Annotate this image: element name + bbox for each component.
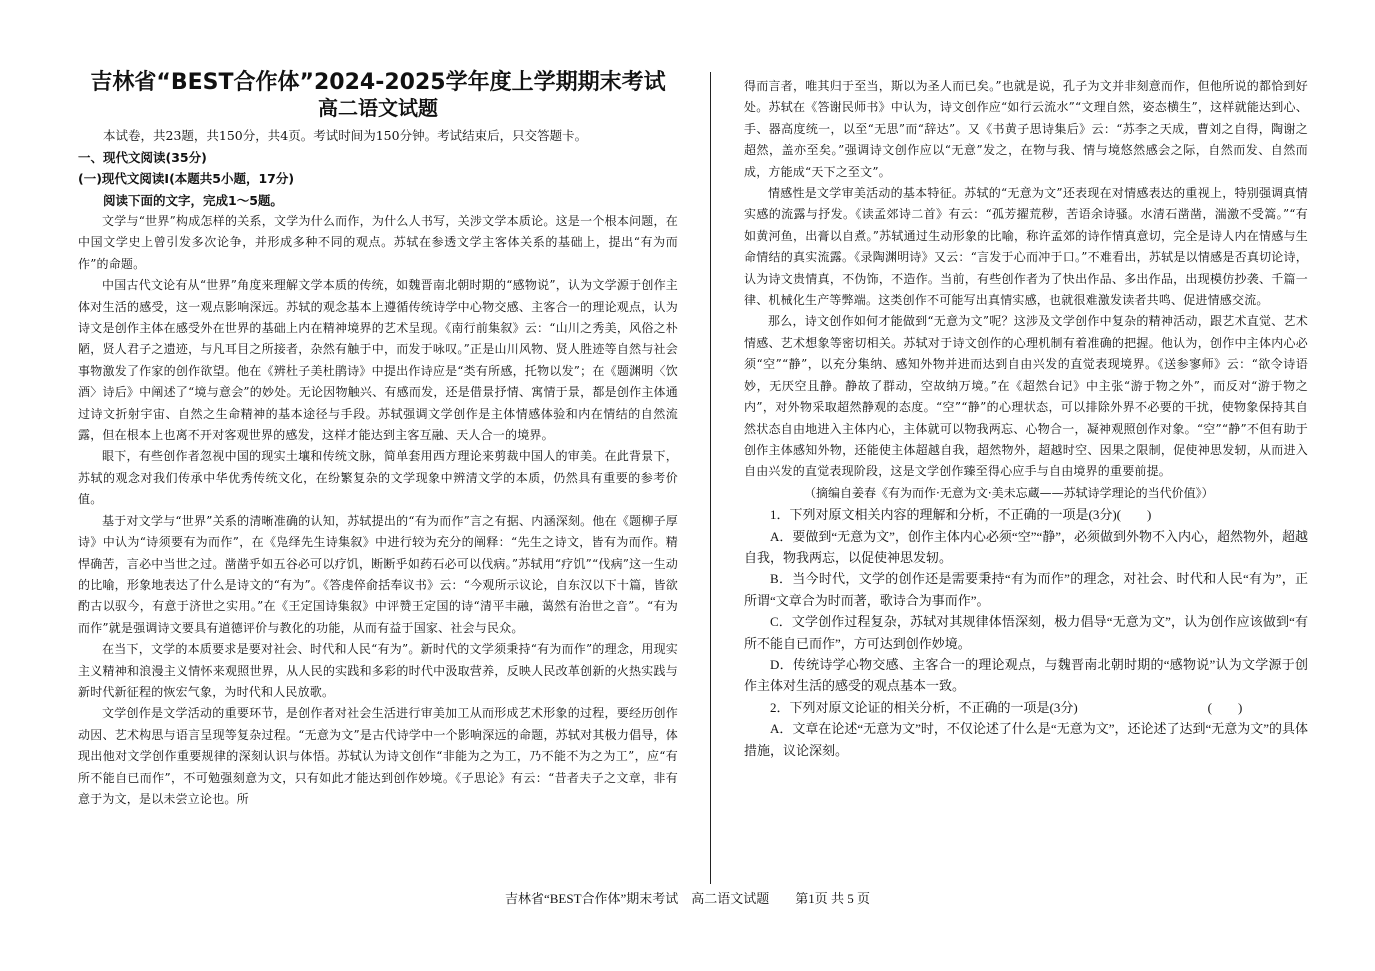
question-stem: 2．下列对原文论证的相关分析，不正确的一项是(3分) ( ) [770, 699, 1243, 715]
source-citation: （摘编自姜春《有为而作·无意为文·美未忘蔵——苏轼诗学理论的当代价值》） [804, 485, 1214, 500]
paragraph: 那么，诗文创作如何才能做到“无意为文”呢？这涉及文学创作中复杂的精神活动，跟艺术直觉、艺术情感、艺术想象等密切相关。苏轼对于诗文创作的心理机制有着准确的把握。他认为，创作中主体内心必须“空”“静”，以充分集纳、感知外物并进而达到自由兴发的直觉表现境界。《送参寥师》云：“欲令诗语妙，无厌空且静。静故了群动，空故纳万境。”在《超然台记》中主张“游于物之外”，而反对“游于物之内”，对外物采取超然静观的态度。“空”“静”的心理状态，可以排除外界不必要的干扰，使物象保持其自然状态自由地进入主体内心，主体就可以物我两忘、心物合一，凝神观照创作对象。“空”“静”不但有助于创作主体感知外物，还能使主体超越自我，超然物外，超越时空、因果之限制，促使神思发轫，从而进入自由兴发的直觉表现阶段，这是文学创作臻至得心应手与自由境界的重要前提。 [744, 314, 1308, 479]
exam-subtitle: 高二语文试题 [318, 96, 438, 120]
exam-intro: 本试卷，共23题，共150分，共4页。考试时间为150分钟。考试结束后，只交答题卡。 [103, 128, 588, 143]
paragraph: 得而言者，唯其归于至当，斯以为圣人而已矣。”也就是说，孔子为文并非刻意而作，但他所说的都恰到好处。苏轼在《答谢民师书》中认为，诗文创作应“如行云流水”“文理自然，姿态横生”，这样就能达到心、手、器高度统一，以至“无思”而“辞达”。又《书黄子思诗集后》云：“苏李之天成，曹刘之自得，陶谢之超然，盖亦至矣。”强调诗文创作应以“无意”发之，在物与我、情与境悠然感会之际，自然而发、自然而成，方能成“天下之至文”。 [744, 79, 1308, 179]
answer-option: D．传统诗学心物交感、主客合一的理论观点，与魏晋南北朝时期的“感物说”认为文学源于创作主体对生活的感受的观点基本一致。 [744, 656, 1308, 694]
paragraph: 文学创作是文学活动的重要环节，是创作者对社会生活进行审美加工从而形成艺术形象的过程，要经历创作动因、艺术构思与语言呈现等复杂过程。“无意为文”是古代诗学中一个影响深远的命题，苏轼对其极力倡导，体现出他对文学创作重要规律的深刻认识与体悟。苏轼认为诗文创作“非能为之为工，乃不能不为之为工”，应“有所不能自已而作”，不可勉强刻意为文，只有如此才能达到创作妙境。《子思论》有云：“昔者夫子之文章，非有意于为文，是以未尝立论也。所 [78, 706, 678, 806]
right-column [744, 76, 1308, 761]
answer-option: A．要做到“无意为文”，创作主体内心必须“空”“静”，必须做到外物不入内心，超然物外，超越自我，物我两忘，以促使神思发轫。 [744, 528, 1309, 565]
answer-option: C．文学创作过程复杂，苏轼对其规律体悟深刻，极力倡导“无意为文”，认为创作应该做到“有所不能自已而作”，方可达到创作妙境。 [744, 614, 1308, 651]
paragraph: 文学与“世界”构成怎样的关系，文学为什么而作，为什么人书写，关涉文学本质论。这是一个根本问题，在中国文学史上曾引发多次论争，并形成多种不同的观点。苏轼在参透文学主客体关系的基础上，提出“有为而作”的命题。 [78, 214, 678, 271]
answer-option: A．文章在论述“无意为文”时，不仅论述了什么是“无意为文”，还论述了达到“无意为文”的具体措施，议论深刻。 [744, 721, 1309, 758]
paragraph: 基于对文学与“世界”关系的清晰准确的认知，苏轼提出的“有为而作”言之有据、内涵深刻。他在《题柳子厚诗》中认为“诗须要有为而作”，在《凫绎先生诗集叙》中进行较为充分的阐释：“先生之诗文，皆有为而作。精悍确苦，言必中当世之过。凿凿乎如五谷必可以疗饥，断断乎如药石必可以伐病。”苏轼用“疗饥”“伐病”这一生动的比喻，形象地表达了什么是诗文的“有为”。《答虔倅俞括奉议书》云：“今观所示议论，自东汉以下十篇，皆欲酌古以驭今，有意于济世之实用。”在《王定国诗集叙》中评赞王定国的诗“清平丰融，蔼然有治世之音”。“有为而作”就是强调诗文要具有道德评价与教化的功能，从而有益于国家、社会与民众。 [78, 513, 678, 635]
paragraph: 中国古代文论有从“世界”角度来理解文学本质的传统，如魏晋南北朝时期的“感物说”，认为文学源于创作主体对生活的感受，这一观点影响深远。苏轼的观念基本上遵循传统诗学中心物交感、主客合一的理论观点，认为诗文是创作主体在感受外在世界的基础上内在精神境界的艺术呈现。《南行前集叙》云：“山川之秀美，风俗之朴陋，贤人君子之遗迹，与凡耳目之所接者，杂然有触于中，而发于咏叹。”正是山川风物、贤人胜迹等自然与社会事物激发了作家的创作欲望。他在《辨杜子美杜鹃诗》中提出作诗应是“类有所感，托物以发”；在《题渊明〈饮酒〉诗后》中阐述了“境与意会”的妙处。无论因物触兴、有感而发，还是借景抒情、寓情于景，都是创作主体通过诗文折射宇宙、自然之生命精神的基本途径与手段。苏轼强调文学创作是主体情感体验和内在情结的自然流露，但在根本上也离不开对客观世界的感发，这样才能达到主客互融、天人合一的境界。 [78, 278, 678, 443]
reading-instruction: 阅读下面的文字，完成1～5题。 [103, 192, 283, 208]
page-footer: 吉林省“BEST合作体”期末考试 高二语文试题 第1页 共 5 页 [504, 891, 871, 906]
paragraph: 眼下，有些创作者忽视中国的现实土壤和传统文脉，简单套用西方理论来剪裁中国人的审美。在此背景下，苏轼的观念对我们传承中华优秀传统文化，在纷繁复杂的文学现象中辨清文学的本质，仍然具有重要的参考价值。 [78, 449, 678, 507]
paragraph: 在当下，文学的本质要求是要对社会、时代和人民“有为”。新时代的文学须秉持“有为而作”的理念，用现实主义精神和浪漫主义情怀来观照世界，从人民的实践和多彩的时代中汲取营养，反映人民改革创新的火热实践与新时代新征程的恢宏气象，为时代和人民放歌。 [78, 642, 678, 699]
exam-title: 吉林省“BEST合作体”2024-2025学年度上学期期末考试 [90, 70, 666, 95]
column-divider [710, 72, 711, 884]
subsection-heading: (一)现代文阅读Ⅰ(本题共5小题，17分) [78, 171, 295, 186]
question-stem: 1．下列对原文相关内容的理解和分析，不正确的一项是(3分)( ) [770, 507, 1152, 523]
answer-option: B．当今时代，文学的创作还是需要秉持“有为而作”的理念，对社会、时代和人民“有为”，正所谓“文章合为时而著，歌诗合为事而作”。 [744, 571, 1308, 608]
paragraph: 情感性是文学审美活动的基本特征。苏轼的“无意为文”还表现在对情感表达的重视上，特别强调真情实感的流露与抒发。《读孟郊诗二首》有云：“孤芳擢荒秽，苦语余诗骚。水清石凿凿，湍激不受篙。”“有如黄河鱼，出膏以自煮。”苏轼通过生动形象的比喻，称许孟郊的诗作情真意切，完全是诗人内在情感与生命情结的真实流露。《录陶渊明诗》又云：“言发于心而冲于口。”不难看出，苏轼是以情感是否真切论诗，认为诗文贵情真，不伪饰，不造作。当前，有些创作者为了快出作品、多出作品，出现模仿抄袭、千篇一律、机械化生产等弊端。这类创作不可能写出真情实感，也就很难激发读者共鸣、促进情感交流。 [744, 186, 1308, 308]
left-column [78, 70, 678, 810]
section-heading: 一、现代文阅读(35分) [78, 149, 207, 165]
